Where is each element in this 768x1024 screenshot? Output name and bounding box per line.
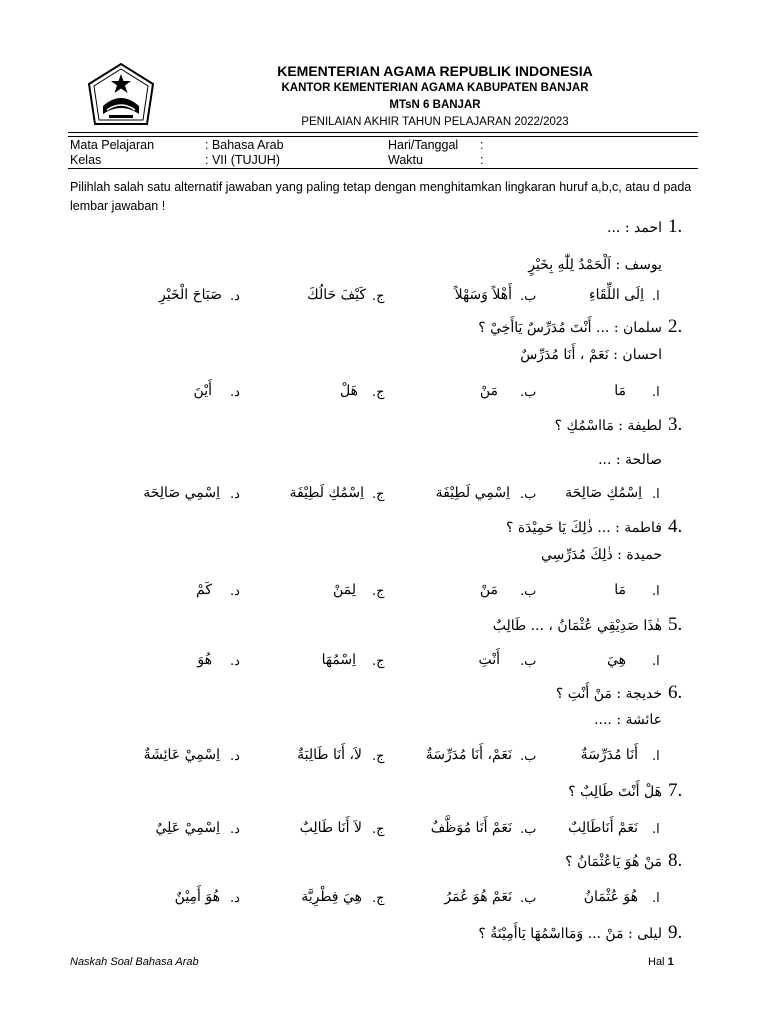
question-line: سلمان : ... أَنْتَ مُدَرِّسٌ يَاأَخِيْ ؟ — [478, 320, 662, 336]
question-number: 2. — [668, 316, 683, 337]
option-letter: ب. — [520, 487, 537, 502]
option-letter: ا. — [652, 584, 660, 599]
option-c: هَلْ — [340, 383, 358, 399]
option-letter: ب. — [520, 385, 537, 400]
header-rule-thick — [68, 132, 698, 133]
question-line: احسان : نَعَمْ ، أَنَا مُدَرِّسٌ — [520, 347, 662, 363]
option-letter: ا. — [652, 487, 660, 502]
option-letter: ب. — [520, 584, 537, 599]
option-b: نَعَمْ، أَنَا مُدَرِّسَةٌ — [425, 747, 512, 763]
option-d: هُوَ — [197, 652, 212, 668]
option-b: أَهْلاً وَسَهْلاً — [454, 287, 512, 303]
option-d: أَيْنَ — [193, 383, 212, 399]
option-a: هِيَ — [606, 652, 626, 668]
option-d: اِسْمِي صَالِحَة — [143, 485, 220, 501]
question-line: لطيفة : مَااسْمُكِ ؟ — [554, 418, 662, 434]
option-letter: ج. — [372, 289, 385, 304]
question-line: صالحة : ... — [598, 452, 662, 468]
kelas-label: Kelas — [70, 153, 102, 167]
mapel-label: Mata Pelajaran — [70, 138, 155, 152]
waktu-value: : — [480, 153, 484, 167]
kelas-value: : VII (TUJUH) — [205, 153, 280, 167]
option-b: مَنْ — [479, 383, 498, 399]
option-d: هُوَ أَمِيْنٌ — [174, 889, 220, 905]
option-letter: ب. — [520, 749, 537, 764]
option-a: اِلَى اللِّقَاءِ — [589, 287, 644, 303]
hari-value: : — [480, 138, 484, 152]
option-letter: ب. — [520, 891, 537, 906]
option-letter: ا. — [652, 891, 660, 906]
option-d: اِسْمِيْ عَلِيٌ — [155, 820, 220, 836]
instruction-text: Pilihlah salah satu alternatif jawaban yang paling tetap dengan menghitamkan lingkaran huruf a,b,c, atau d pada lembar jawaban ! — [70, 180, 692, 213]
option-letter: د. — [230, 891, 240, 906]
option-c: لاَ، أَنَا طَالِبَةٌ — [297, 747, 362, 763]
question-number: 9. — [668, 922, 683, 943]
question-number: 6. — [668, 682, 683, 703]
option-c: لِمَنْ — [332, 582, 356, 598]
question-number: 5. — [668, 614, 683, 635]
option-letter: ا. — [652, 385, 660, 400]
header-ministry: KEMENTERIAN AGAMA REPUBLIK INDONESIA — [277, 63, 593, 79]
option-b: اِسْمِي لَطِيْفَة — [435, 485, 510, 501]
option-a: مَا — [614, 582, 626, 598]
footer-page-label: Hal — [648, 956, 665, 968]
option-letter: ج. — [372, 749, 385, 764]
option-letter: ب. — [520, 654, 537, 669]
option-letter: ج. — [372, 891, 385, 906]
question-number: 3. — [668, 414, 683, 435]
option-d: كَمْ — [196, 582, 212, 598]
option-letter: ج. — [372, 584, 385, 599]
question-line: فاطمة : ... ذٰلِكَ يَا حَمِيْدَة ؟ — [505, 520, 662, 536]
option-c: كَيْفَ حَالُكَ — [307, 287, 366, 303]
question-line: يوسف : اَلْحَمْدُ لِلّٰهِ بِخَيْرٍ — [528, 257, 662, 273]
option-letter: ا. — [652, 749, 660, 764]
question-number: 1. — [668, 216, 683, 237]
question-line: مَنْ هُوَ يَاعُثْمَانُ ؟ — [565, 854, 662, 870]
hari-label: Hari/Tanggal — [388, 138, 459, 152]
option-letter: د. — [230, 584, 240, 599]
option-a: أَنَا مُدَرِّسَةٌ — [580, 747, 638, 763]
option-letter: د. — [230, 822, 240, 837]
option-letter: ج. — [372, 487, 385, 502]
option-c: لاَ أَنَا طَالِبٌ — [299, 820, 362, 836]
option-letter: ب. — [520, 289, 537, 304]
option-letter: د. — [230, 487, 240, 502]
option-letter: ا. — [652, 654, 660, 669]
option-b: نَعَمْ أَنَا مُوَظَّفٌ — [430, 820, 512, 836]
option-letter: ا. — [652, 822, 660, 837]
question-line: عائشة : .... — [594, 712, 662, 728]
footer-page-number: 1 — [667, 956, 674, 968]
question-line: احمد : ... — [607, 220, 662, 236]
question-line: ليلى : مَنْ ... وَمَااسْمُهَا يَاأَمِيْنَةُ ؟ — [478, 926, 662, 942]
option-a: نَعَمْ أَنَاطَالِبٌ — [568, 820, 638, 836]
kemenag-logo — [85, 60, 157, 132]
option-b: نَعَمْ هُوَ عُمَرُ — [444, 889, 512, 905]
question-line: هَلْ أَنْتَ طَالِبٌ ؟ — [568, 784, 662, 800]
option-letter: د. — [230, 749, 240, 764]
question-number: 8. — [668, 850, 683, 871]
letterhead — [185, 62, 685, 131]
header-office: KANTOR KEMENTERIAN AGAMA KABUPATEN BANJAR — [281, 82, 589, 94]
option-b: مَنْ — [479, 582, 498, 598]
option-d: صَبَاحَ الْخَيْرِ — [158, 287, 222, 303]
option-a: اِسْمُكِ صَالِحَة — [565, 485, 642, 501]
option-c: هِيَ فِطْرِيَّة — [301, 889, 362, 905]
option-letter: ج. — [372, 822, 385, 837]
mapel-value: : Bahasa Arab — [205, 138, 284, 152]
header-school: MTsN 6 BANJAR — [389, 99, 481, 111]
option-letter: ج. — [372, 385, 385, 400]
footer-title: Naskah Soal Bahasa Arab — [70, 956, 199, 968]
waktu-label: Waktu — [388, 153, 423, 167]
question-number: 7. — [668, 780, 683, 801]
option-letter: د. — [230, 654, 240, 669]
option-letter: ب. — [520, 822, 537, 837]
question-number: 4. — [668, 516, 683, 537]
option-letter: ج. — [372, 654, 385, 669]
option-letter: ا. — [652, 289, 660, 304]
info-rule — [68, 168, 698, 169]
option-c: اِسْمُهَا — [321, 652, 356, 668]
option-letter: د. — [230, 385, 240, 400]
header-rule-thin — [68, 136, 698, 137]
header-exam: PENILAIAN AKHIR TAHUN PELAJARAN 2022/2023 — [301, 116, 569, 128]
option-d: اِسْمِيْ عَائِشَةٌ — [143, 747, 220, 763]
option-b: أَنْتِ — [478, 652, 500, 668]
question-line: هٰذَا صَدِيْقِي عُثْمَانُ ، ... طَالِبٌ — [492, 618, 662, 634]
option-a: مَا — [614, 383, 626, 399]
question-line: خديجة : مَنْ أَنْتِ ؟ — [555, 686, 662, 702]
option-a: هُوَ عُثْمَانُ — [583, 889, 638, 905]
footer-page — [648, 956, 674, 968]
option-c: اِسْمُكِ لَطِيْفَة — [289, 485, 364, 501]
question-line: حميدة : ذٰلِكَ مُدَرِّسِي — [540, 547, 662, 563]
option-letter: د. — [230, 289, 240, 304]
